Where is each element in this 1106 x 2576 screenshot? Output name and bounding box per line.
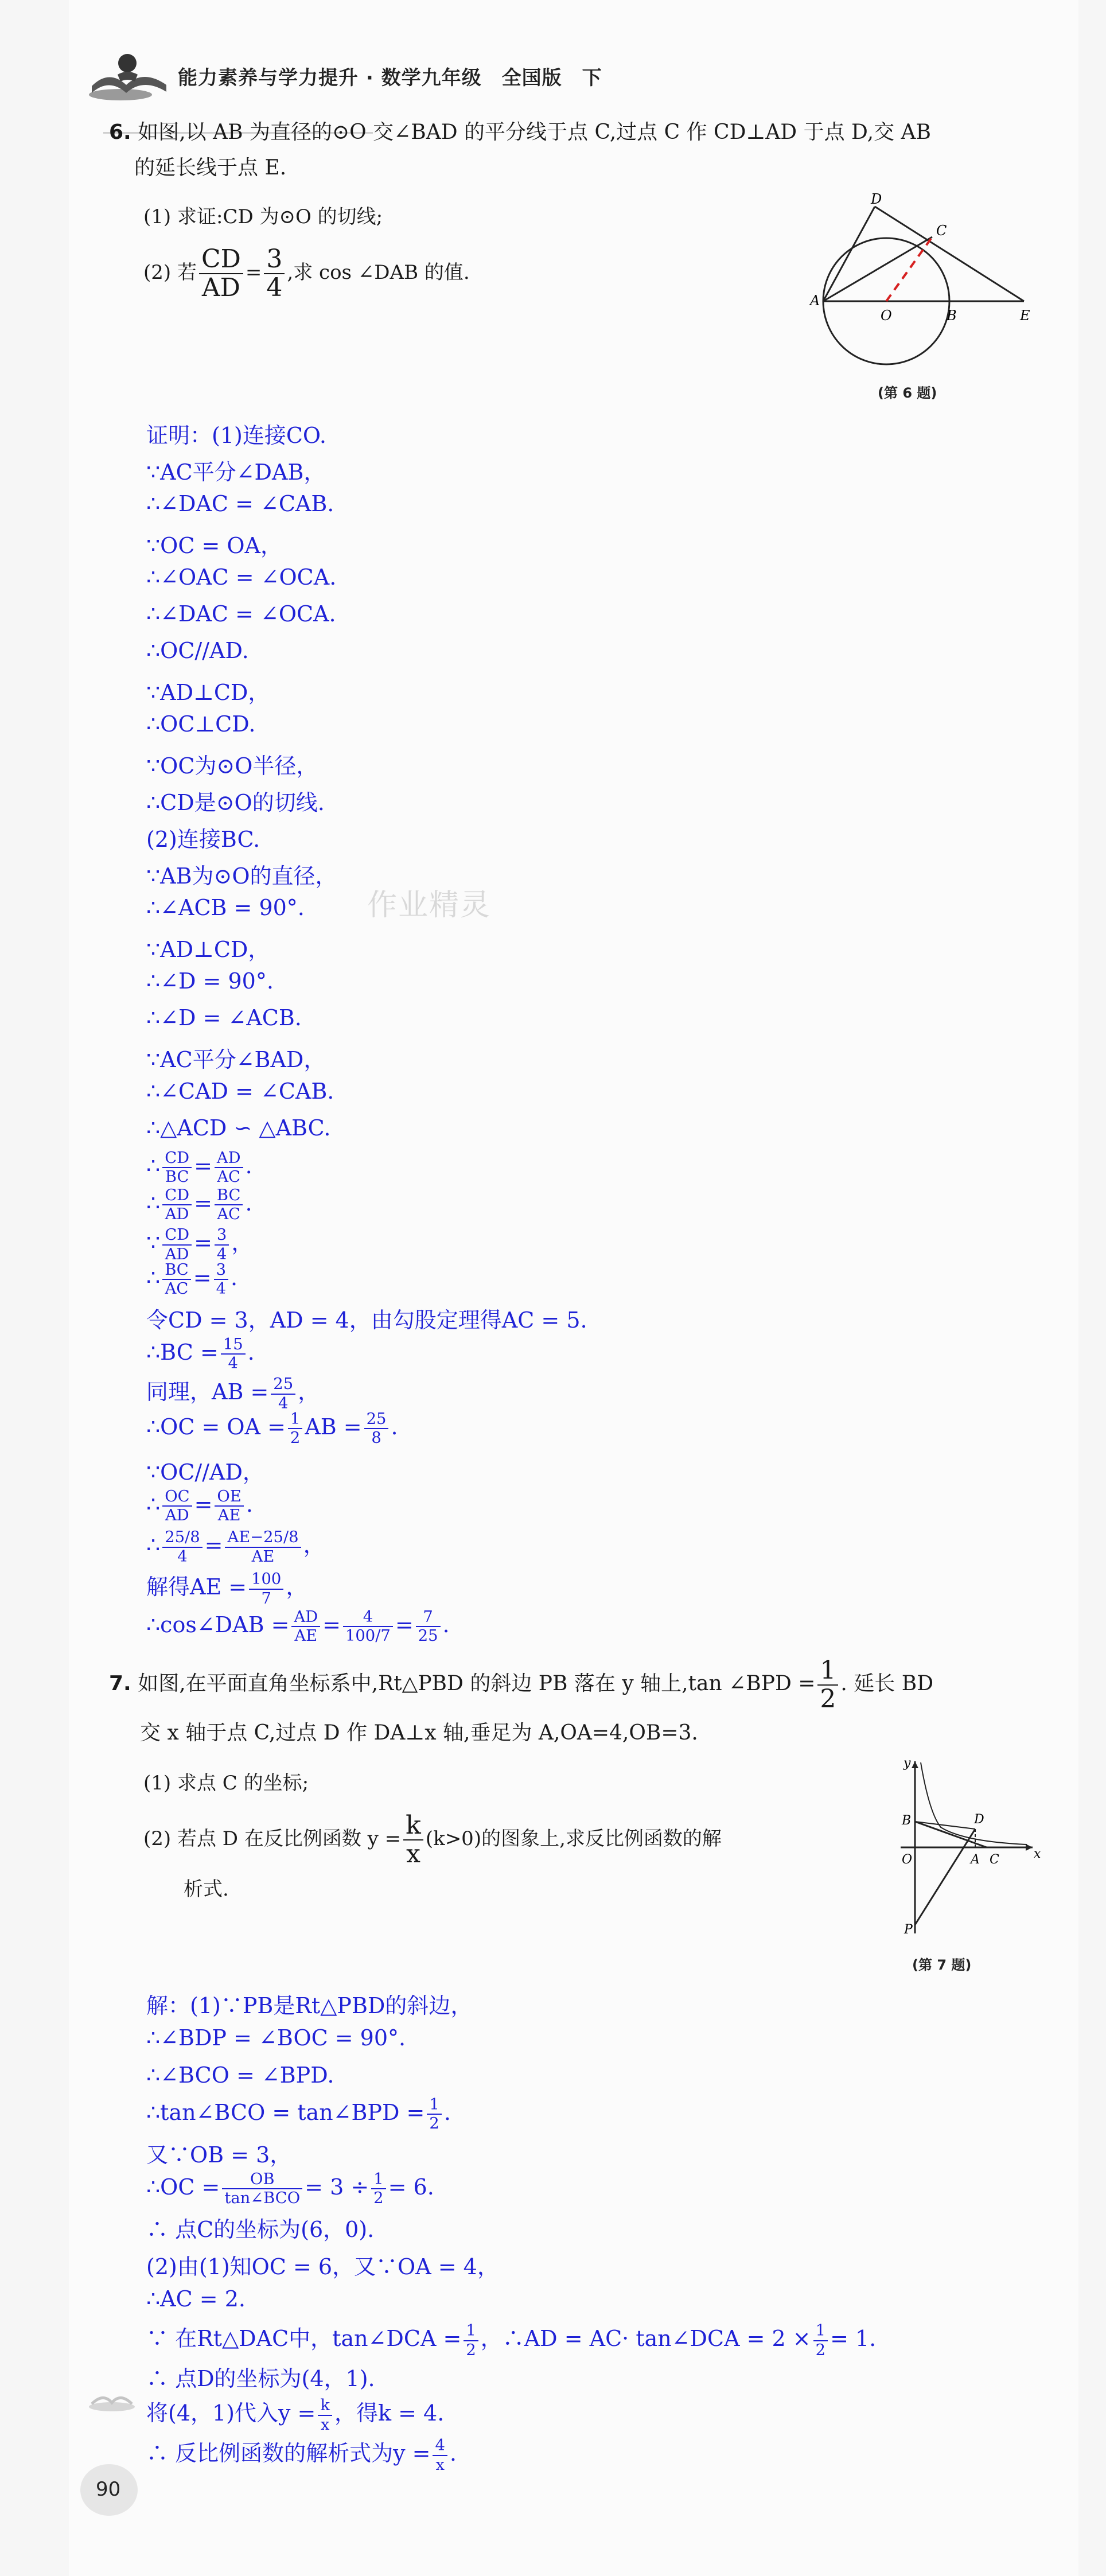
label-P: P bbox=[904, 1923, 913, 1937]
t: = 1. bbox=[830, 2326, 877, 2351]
t: 同理，AB = bbox=[146, 1379, 269, 1404]
sol6-line: ∵OC//AD， bbox=[146, 1460, 264, 1485]
frac-den: AE bbox=[217, 1507, 241, 1525]
t: = 3 ÷ bbox=[305, 2174, 369, 2200]
frac-num: AD bbox=[291, 1609, 320, 1627]
frac-num: 3 bbox=[264, 247, 285, 274]
frac-den: 100/7 bbox=[345, 1627, 391, 1645]
frac-num: 7 bbox=[416, 1609, 441, 1627]
sol7-frac-line bbox=[146, 2097, 451, 2132]
t: ∴ bbox=[146, 1190, 161, 1216]
sol6-line: ∴OC//AD. bbox=[146, 638, 249, 663]
t: AB = bbox=[305, 1414, 362, 1439]
part2-a: (2) 若点 D 在反比例函数 y = bbox=[143, 1827, 402, 1850]
sol6-line: 证明：(1)连接CO. bbox=[146, 423, 326, 448]
label-y: y bbox=[904, 1756, 911, 1770]
label-B: B bbox=[947, 308, 957, 324]
frac-num: 1 bbox=[817, 1658, 838, 1686]
label-C: C bbox=[990, 1853, 999, 1867]
frac-num: 100 bbox=[249, 1571, 283, 1589]
t: ∴BC = bbox=[146, 1339, 219, 1365]
sol6-line: ∵AC平分∠BAD， bbox=[146, 1047, 326, 1072]
t: = 6. bbox=[388, 2174, 434, 2200]
frac-num: OE bbox=[215, 1489, 243, 1507]
frac-den: AE bbox=[294, 1627, 318, 1645]
problem-7-stem bbox=[109, 1658, 1073, 1712]
frac-num: BC bbox=[162, 1262, 191, 1280]
frac-den: 4 bbox=[228, 1355, 238, 1373]
frac-den: 2 bbox=[373, 2189, 384, 2208]
sol6-frac-line bbox=[146, 1527, 325, 1565]
t: . bbox=[391, 1414, 398, 1439]
sol7-frac-line bbox=[146, 2435, 457, 2473]
frac-num: 1 bbox=[427, 2097, 441, 2115]
frac-num: 25/8 bbox=[162, 1530, 202, 1547]
frac-den: 4 bbox=[177, 1547, 188, 1566]
sol6-line: ∵OC为⊙O半径， bbox=[146, 753, 318, 779]
frac-den: AE bbox=[251, 1547, 275, 1566]
frac-den: 4 bbox=[216, 1245, 227, 1263]
part2-suffix: ,求 cos ∠DAB 的值. bbox=[287, 261, 470, 284]
problem-6-part2 bbox=[143, 244, 470, 302]
problem-6-part1: (1) 求证:CD 为⊙O 的切线; bbox=[143, 205, 383, 228]
figure-6-diagram bbox=[786, 189, 1038, 396]
sol6-frac-line bbox=[146, 1374, 320, 1411]
frac-num: 1 bbox=[464, 2323, 478, 2341]
frac-den: AD bbox=[165, 1507, 189, 1525]
sol7-line: ∴ 点C的坐标为(6，0). bbox=[146, 2217, 375, 2242]
frac-den: x bbox=[435, 2456, 445, 2474]
frac-den: 25 bbox=[418, 1627, 438, 1645]
label-O: O bbox=[881, 308, 892, 324]
t: = bbox=[194, 1190, 212, 1216]
sol7-frac-line bbox=[146, 2172, 434, 2207]
t: ∴OC = OA = bbox=[146, 1414, 286, 1439]
frac-num: 4 bbox=[343, 1609, 393, 1627]
frac-num: CD bbox=[199, 247, 243, 274]
t: ∴ bbox=[146, 1153, 161, 1178]
sol7-frac-line bbox=[146, 2321, 876, 2358]
sol6-line: ∵OC = OA， bbox=[146, 533, 282, 558]
sol6-line: ∴OC⊥CD. bbox=[146, 711, 256, 737]
part2-prefix: (2) 若 bbox=[143, 261, 197, 284]
frac-num: AE−25/8 bbox=[225, 1530, 301, 1547]
label-E: E bbox=[1020, 308, 1030, 324]
sol6-line: ∴∠OAC = ∠OCA. bbox=[146, 565, 337, 590]
t: ， bbox=[286, 1574, 308, 1600]
t: . bbox=[246, 1491, 253, 1517]
sol7-frac-line bbox=[146, 2395, 444, 2433]
label-O: O bbox=[902, 1853, 913, 1867]
sol6-frac-line bbox=[146, 1411, 398, 1446]
t: = bbox=[194, 1230, 212, 1255]
t: ∴ bbox=[146, 1532, 161, 1558]
t: . bbox=[449, 2441, 457, 2466]
t: ∵ bbox=[146, 1230, 161, 1255]
t: ∴OC = bbox=[146, 2174, 220, 2200]
t: . bbox=[245, 1190, 252, 1216]
page-number: 90 bbox=[96, 2478, 121, 2501]
watermark: 作业精灵 bbox=[367, 888, 492, 923]
t: ，∴AD = AC· tan∠DCA = 2 × bbox=[480, 2326, 811, 2351]
sol6-frac-line bbox=[146, 1569, 307, 1606]
frac-den: 2 bbox=[815, 2341, 826, 2359]
sol6-line: ∴∠DAC = ∠CAB. bbox=[146, 491, 334, 516]
sol6-frac-line bbox=[146, 1225, 253, 1262]
t: = bbox=[322, 1612, 341, 1637]
sol6-frac-line bbox=[146, 1188, 252, 1223]
page-number-badge bbox=[80, 2464, 138, 2516]
t: 解得AE = bbox=[146, 1574, 247, 1600]
footer-ornament-icon bbox=[86, 2387, 138, 2415]
sol7-line: 解：(1)∵PB是Rt△PBD的斜边， bbox=[146, 1993, 473, 2018]
t: ∴cos∠DAB = bbox=[146, 1612, 290, 1637]
problem-7-line1b: . 延长 BD bbox=[840, 1672, 934, 1695]
sol6-line: (2)连接BC. bbox=[146, 827, 260, 852]
sol7-line: 又∵OB = 3， bbox=[146, 2142, 292, 2168]
problem-7-part2-cont: 析式. bbox=[184, 1878, 229, 1901]
frac-den: AD bbox=[165, 1245, 189, 1263]
t: = bbox=[194, 1153, 212, 1178]
frac-den: BC bbox=[165, 1168, 189, 1186]
frac-num: 3 bbox=[214, 1262, 228, 1280]
frac-den: AC bbox=[165, 1280, 189, 1298]
t: ∴ bbox=[146, 1264, 161, 1290]
sol7-line: ∴AC = 2. bbox=[146, 2286, 246, 2312]
t: . bbox=[231, 1264, 238, 1290]
t: ∴ bbox=[146, 1491, 161, 1517]
problem-6-line1: 如图,以 AB 为直径的⊙O 交∠BAD 的平分线于点 C,过点 C 作 CD⊥AD 于点 D,交 AB bbox=[138, 120, 931, 144]
page-header bbox=[86, 46, 1061, 109]
sol6-line: ∴∠CAD = ∠CAB. bbox=[146, 1079, 334, 1104]
frac-num: k bbox=[403, 1813, 423, 1840]
sol6-line: ∴∠ACB = 90°. bbox=[146, 895, 305, 920]
sol6-line: ∵AD⊥CD， bbox=[146, 937, 270, 962]
frac-den: AD bbox=[165, 1205, 189, 1224]
frac-den: 8 bbox=[371, 1429, 381, 1447]
label-x: x bbox=[1034, 1847, 1041, 1861]
t: = bbox=[194, 1491, 213, 1517]
frac-num: BC bbox=[215, 1188, 243, 1205]
label-A: A bbox=[810, 293, 820, 309]
figure-7-caption: (第 7 题) bbox=[912, 1957, 972, 1973]
t: = bbox=[395, 1612, 414, 1637]
figure-6-caption: (第 6 题) bbox=[878, 385, 937, 401]
frac-num: 4 bbox=[433, 2438, 447, 2456]
t: ， bbox=[298, 1379, 320, 1404]
t: 将(4，1)代入y = bbox=[146, 2400, 316, 2426]
sol6-line: ∴∠D = ∠ACB. bbox=[146, 1005, 302, 1030]
problem-7-line2: 交 x 轴于点 C,过点 D 作 DA⊥x 轴,垂足为 A,OA=4,OB=3. bbox=[140, 1721, 698, 1745]
sol6-frac-line bbox=[146, 1337, 255, 1372]
problem-6-stem bbox=[109, 115, 1061, 186]
frac-den: AC bbox=[217, 1205, 241, 1224]
frac-den: 4 bbox=[216, 1280, 226, 1298]
sol6-line: ∵AC平分∠DAB， bbox=[146, 460, 326, 485]
sol6-line: ∵AB为⊙O的直径， bbox=[146, 863, 337, 889]
sol7-line: ∴∠BDP = ∠BOC = 90°. bbox=[146, 2025, 406, 2050]
frac-num: CD bbox=[162, 1188, 192, 1205]
label-D: D bbox=[871, 191, 882, 207]
label-D: D bbox=[974, 1812, 984, 1827]
sol6-frac-line bbox=[146, 1150, 252, 1185]
frac-num: CD bbox=[162, 1150, 192, 1168]
problem-7-part2 bbox=[143, 1813, 722, 1867]
frac-den: 2 bbox=[290, 1429, 301, 1447]
sol7-line: (2)由(1)知OC = 6，又∵OA = 4， bbox=[146, 2254, 499, 2279]
problem-7-number: 7. bbox=[109, 1672, 131, 1695]
label-A: A bbox=[971, 1853, 980, 1867]
sol7-line: ∴ 点D的坐标为(4，1). bbox=[146, 2366, 375, 2391]
sol6-line: ∵AD⊥CD， bbox=[146, 680, 270, 705]
problem-6-line2: 的延长线于点 E. bbox=[134, 156, 287, 180]
t: . bbox=[245, 1153, 252, 1178]
frac-num: 25 bbox=[271, 1376, 295, 1394]
sol6-line: 令CD = 3，AD = 4，由勾股定理得AC = 5. bbox=[146, 1308, 587, 1333]
frac-den: 4 bbox=[266, 273, 283, 302]
frac-num: k bbox=[318, 2398, 332, 2415]
frac-num: 1 bbox=[371, 2172, 385, 2189]
t: ， bbox=[303, 1532, 325, 1558]
frac-num: CD bbox=[162, 1227, 192, 1245]
t: ，得k = 4. bbox=[334, 2400, 445, 2426]
sol6-line: ∴CD是⊙O的切线. bbox=[146, 790, 325, 815]
frac-num: 1 bbox=[813, 2323, 828, 2341]
sol6-line: ∴△ACD ∽ △ABC. bbox=[146, 1115, 331, 1141]
frac-num: OB bbox=[222, 2172, 302, 2189]
part2-b: (k>0)的图象上,求反比例函数的解 bbox=[425, 1827, 722, 1850]
eq: = bbox=[245, 261, 262, 284]
frac-num: OC bbox=[162, 1489, 192, 1507]
label-B: B bbox=[902, 1814, 912, 1828]
t: . bbox=[443, 2099, 451, 2125]
sol6-line: ∴∠DAC = ∠OCA. bbox=[146, 601, 336, 627]
frac-den: 2 bbox=[466, 2341, 476, 2359]
t: ∴tan∠BCO = tan∠BPD = bbox=[146, 2099, 425, 2125]
t: ∵ 在Rt△DAC中，tan∠DCA = bbox=[146, 2326, 462, 2351]
t: ， bbox=[231, 1230, 254, 1255]
problem-7-line1a: 如图,在平面直角坐标系中,Rt△PBD 的斜边 PB 落在 y 轴上,tan ∠BPD = bbox=[138, 1672, 816, 1695]
sol6-frac-line bbox=[146, 1609, 450, 1644]
t: ∴ 反比例函数的解析式为y = bbox=[146, 2441, 431, 2466]
frac-num: 3 bbox=[215, 1227, 229, 1245]
sol6-frac-line bbox=[146, 1262, 237, 1297]
frac-den: x bbox=[406, 1839, 420, 1869]
figure-7-diagram bbox=[872, 1756, 1044, 1939]
problem-6-number: 6. bbox=[109, 120, 131, 144]
t: = bbox=[193, 1264, 212, 1290]
t: = bbox=[204, 1532, 223, 1558]
frac-den: 4 bbox=[278, 1394, 289, 1412]
book-logo-icon bbox=[86, 46, 172, 109]
frac-den: 7 bbox=[261, 1589, 271, 1608]
frac-den: x bbox=[320, 2415, 330, 2434]
sol6-line: ∴∠D = 90°. bbox=[146, 968, 274, 994]
label-C: C bbox=[936, 223, 947, 239]
frac-den: tan∠BCO bbox=[224, 2189, 301, 2208]
frac-den: 2 bbox=[429, 2115, 439, 2133]
sol7-line: ∴∠BCO = ∠BPD. bbox=[146, 2063, 334, 2088]
frac-den: AC bbox=[217, 1168, 241, 1186]
frac-den: 2 bbox=[820, 1684, 836, 1714]
frac-num: 1 bbox=[288, 1411, 302, 1429]
t: . bbox=[442, 1612, 450, 1637]
frac-num: AD bbox=[215, 1150, 243, 1168]
frac-num: 25 bbox=[364, 1411, 389, 1429]
frac-num: 15 bbox=[221, 1337, 246, 1355]
header-title: 能力素养与学力提升 · 数学九年级 全国版 下 bbox=[178, 67, 602, 90]
frac-den: AD bbox=[201, 273, 240, 302]
sol6-frac-line bbox=[146, 1489, 253, 1524]
problem-7-part1: (1) 求点 C 的坐标; bbox=[143, 1772, 309, 1795]
t: . bbox=[247, 1339, 255, 1365]
